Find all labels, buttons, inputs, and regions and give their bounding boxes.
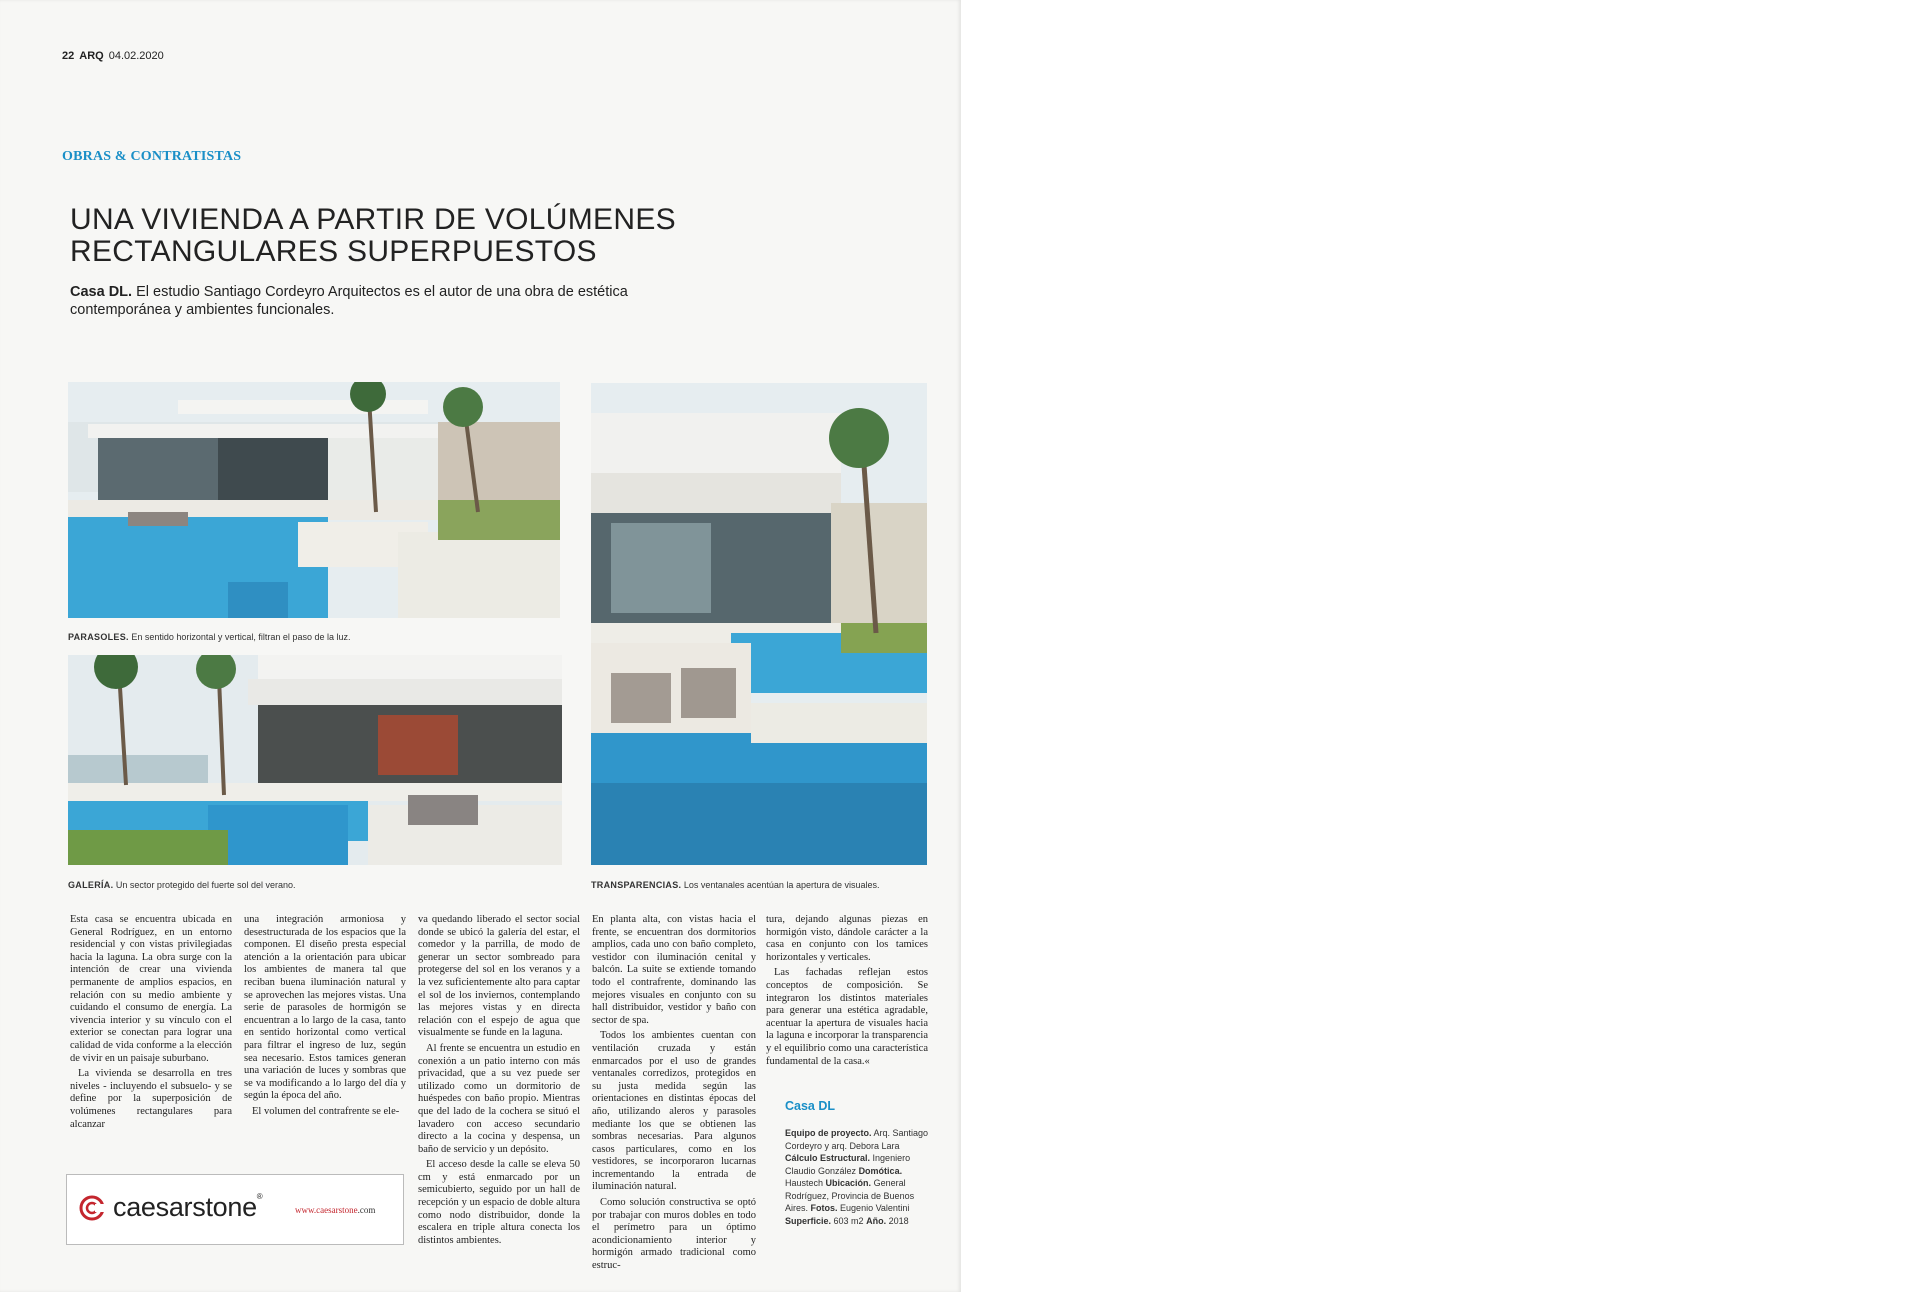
ad-url-brand: caesarstone bbox=[316, 1205, 358, 1215]
paragraph: El volumen del contrafrente se ele- bbox=[252, 1105, 400, 1117]
fact-label: Domótica. bbox=[858, 1165, 903, 1176]
caption-galeria bbox=[68, 880, 296, 890]
body-column-2 bbox=[244, 914, 406, 1122]
paragraph: En planta alta, con vistas hacia el frente, se encuentran dos dormitorios amplios, cada uno con baño completo, vestidor con iluminación cenital y balcón. La suite se extiende tomando todo el contrafrente, dominando las mejores visuales en conjunto con su hall distribuidor, vestidor y baño con sector de spa. bbox=[592, 914, 756, 1026]
page-number: 22 bbox=[62, 50, 75, 62]
fact-label: Superficie. bbox=[785, 1215, 832, 1226]
paragraph: Las fachadas reflejan estos conceptos de composición. Se integraron los distintos materiales para generar una estética agradable, acentuar la apertura de visuales hacia la laguna e incorporar la transparencia y el equilibrio como una característica fundamental de la casa.« bbox=[766, 967, 928, 1067]
fact-value: Arq. Santiago Cordeyro y arq. Debora Lara bbox=[785, 1128, 929, 1151]
paragraph: La vivienda se desarrolla en tres niveles - incluyendo el subsuelo- y se define por la superposición de volúmenes rectangulares para alcanzar bbox=[70, 1068, 232, 1130]
photo-parasoles bbox=[68, 382, 560, 618]
fact-value: 603 m2 bbox=[833, 1215, 864, 1226]
paragraph: va quedando liberado el sector social donde se ubicó la galería del estar, el comedor y la parrilla, de modo de generar un sector sombreado para protegerse del sol en los veranos y a la vez suficientemente alto para captar el sol de los inviernos, contemplando las mejores vistas y en directa relación con el espejo de agua que visualmente se funde en la laguna. bbox=[418, 914, 580, 1039]
section-label: OBRAS & CONTRATISTAS bbox=[62, 149, 242, 164]
caption-text: Un sector protegido del fuerte sol del verano. bbox=[115, 880, 296, 890]
fact-label: Fotos. bbox=[810, 1203, 838, 1213]
dek-lead: Casa DL. bbox=[70, 284, 133, 300]
ad-brand-text: caesarstone bbox=[113, 1192, 257, 1222]
ad-brand bbox=[113, 1192, 262, 1223]
ad-url-suffix: .com bbox=[357, 1205, 376, 1215]
paragraph: una integración armoniosa y desestructurada de los espacios que la componen. El diseño presta especial atención a la orientación para ubicar los ambientes de manera tal que reciban buena iluminación natural y se aprovechen las mejores vistas. Una serie de parasoles de hormigón se encuentran a lo largo de la casa, tanto en sentido horizontal como vertical para filtrar el ingreso de luz, según sea necesario. Estos tamices generan una variación de luces y sombras que se va modificando a lo largo del día y según la época del año. bbox=[244, 914, 406, 1102]
fact-label: Ubicación. bbox=[825, 1178, 872, 1188]
fact-value: Haustech bbox=[785, 1178, 824, 1188]
fact-label: Año. bbox=[866, 1215, 887, 1226]
fact-label: Equipo de proyecto. bbox=[785, 1128, 872, 1138]
fact-value: General Rodríguez, Provincia de Buenos Aires. bbox=[785, 1178, 915, 1213]
paragraph: Esta casa se encuentra ubicada en General Rodríguez, en un entorno residencial y con vistas privilegiadas hacia la laguna. La obra surge con la intención de crear una vivienda permanente de amplios espacios, en relación con su medio ambiente y cuidando el consumo de energía. La vivencia interior y su vínculo con el exterior se conectan para lograr una calidad de vida conforme a la elección de vivir en un paisaje suburbano. bbox=[70, 914, 232, 1064]
folio-brand: ARQ bbox=[79, 50, 104, 62]
folio-date: 04.02.2020 bbox=[108, 50, 164, 62]
ad-registered-mark: ® bbox=[256, 1192, 263, 1201]
caption-transparencias bbox=[591, 880, 880, 890]
caption-label: TRANSPARENCIAS. bbox=[591, 880, 682, 890]
caption-label: GALERÍA. bbox=[68, 880, 114, 890]
paragraph: Al frente se encuentra un estudio en conexión a un patio interno con más privacidad, que a su vez puede ser utilizado como un dormitorio de huéspedes con baño propio. Mientras que del lado de la cochera se situó el lavadero con acceso secundario directo a la cocina y despensa, un baño de servicio y un depósito. bbox=[418, 1042, 580, 1155]
body-column-1 bbox=[70, 914, 232, 1134]
fact-value: 2018 bbox=[888, 1215, 909, 1226]
ad-url[interactable] bbox=[295, 1205, 375, 1215]
dek-text: El estudio Santiago Cordeyro Arquitectos es el autor de una obra de estética contemporánea y ambientes funcionales. bbox=[70, 284, 628, 318]
caption-text: En sentido horizontal y vertical, filtran el paso de la luz. bbox=[131, 632, 351, 642]
paragraph: Todos los ambientes cuentan con ventilación cruzada y están enmarcados por el uso de grandes ventanales corredizos, protegidos en su justa medida según las orientaciones en distintas épocas del año, utilizando aleros y parasoles mediante los que se obtienen las sombras necesarias. Para algunos casos particulares, como en los vestidores, se incorporaron lucarnas incrementando la entrada de iluminación natural. bbox=[592, 1030, 756, 1193]
headline: UNA VIVIENDA A PARTIR DE VOLÚMENES RECTANGULARES SUPERPUESTOS bbox=[70, 203, 676, 268]
photo-galeria bbox=[68, 655, 562, 865]
caption-parasoles bbox=[68, 632, 350, 642]
paragraph: tura, dejando algunas piezas en hormigón visto, dándole carácter a la casa en conjunto con los tamices horizontales y verticales. bbox=[766, 914, 928, 963]
caesarstone-ad[interactable] bbox=[66, 1174, 404, 1245]
caption-label: PARASOLES. bbox=[68, 632, 129, 642]
body-column-3 bbox=[418, 914, 580, 1250]
photo-transparencias bbox=[591, 383, 927, 865]
caption-text: Los ventanales acentúan la apertura de visuales. bbox=[683, 880, 880, 890]
fact-label: Cálculo Estructural. bbox=[785, 1153, 871, 1163]
fact-value: Ingeniero Claudio González bbox=[785, 1153, 911, 1176]
paragraph: El acceso desde la calle se eleva 50 cm y está enmarcado por un semicubierto, seguido por un hall de recepción y un espacio de doble altura como nodo distribuidor, donde la escalera en triple altura conecta los distintos ambientes. bbox=[418, 1159, 580, 1246]
body-column-5 bbox=[766, 914, 928, 1071]
caesarstone-logo-icon bbox=[79, 1195, 105, 1221]
dek bbox=[70, 283, 630, 319]
fact-value: Eugenio Valentini bbox=[840, 1203, 910, 1213]
paragraph: Como solución constructiva se optó por trabajar con muros dobles en todo el perímetro para un óptimo acondicionamiento interior y hormigón armado tradicional como estruc- bbox=[592, 1197, 756, 1272]
ad-url-prefix: www. bbox=[295, 1205, 317, 1215]
factbox-body bbox=[785, 1127, 930, 1227]
factbox-title: Casa DL bbox=[785, 1099, 836, 1113]
folio bbox=[62, 50, 164, 62]
body-column-4 bbox=[592, 914, 756, 1276]
